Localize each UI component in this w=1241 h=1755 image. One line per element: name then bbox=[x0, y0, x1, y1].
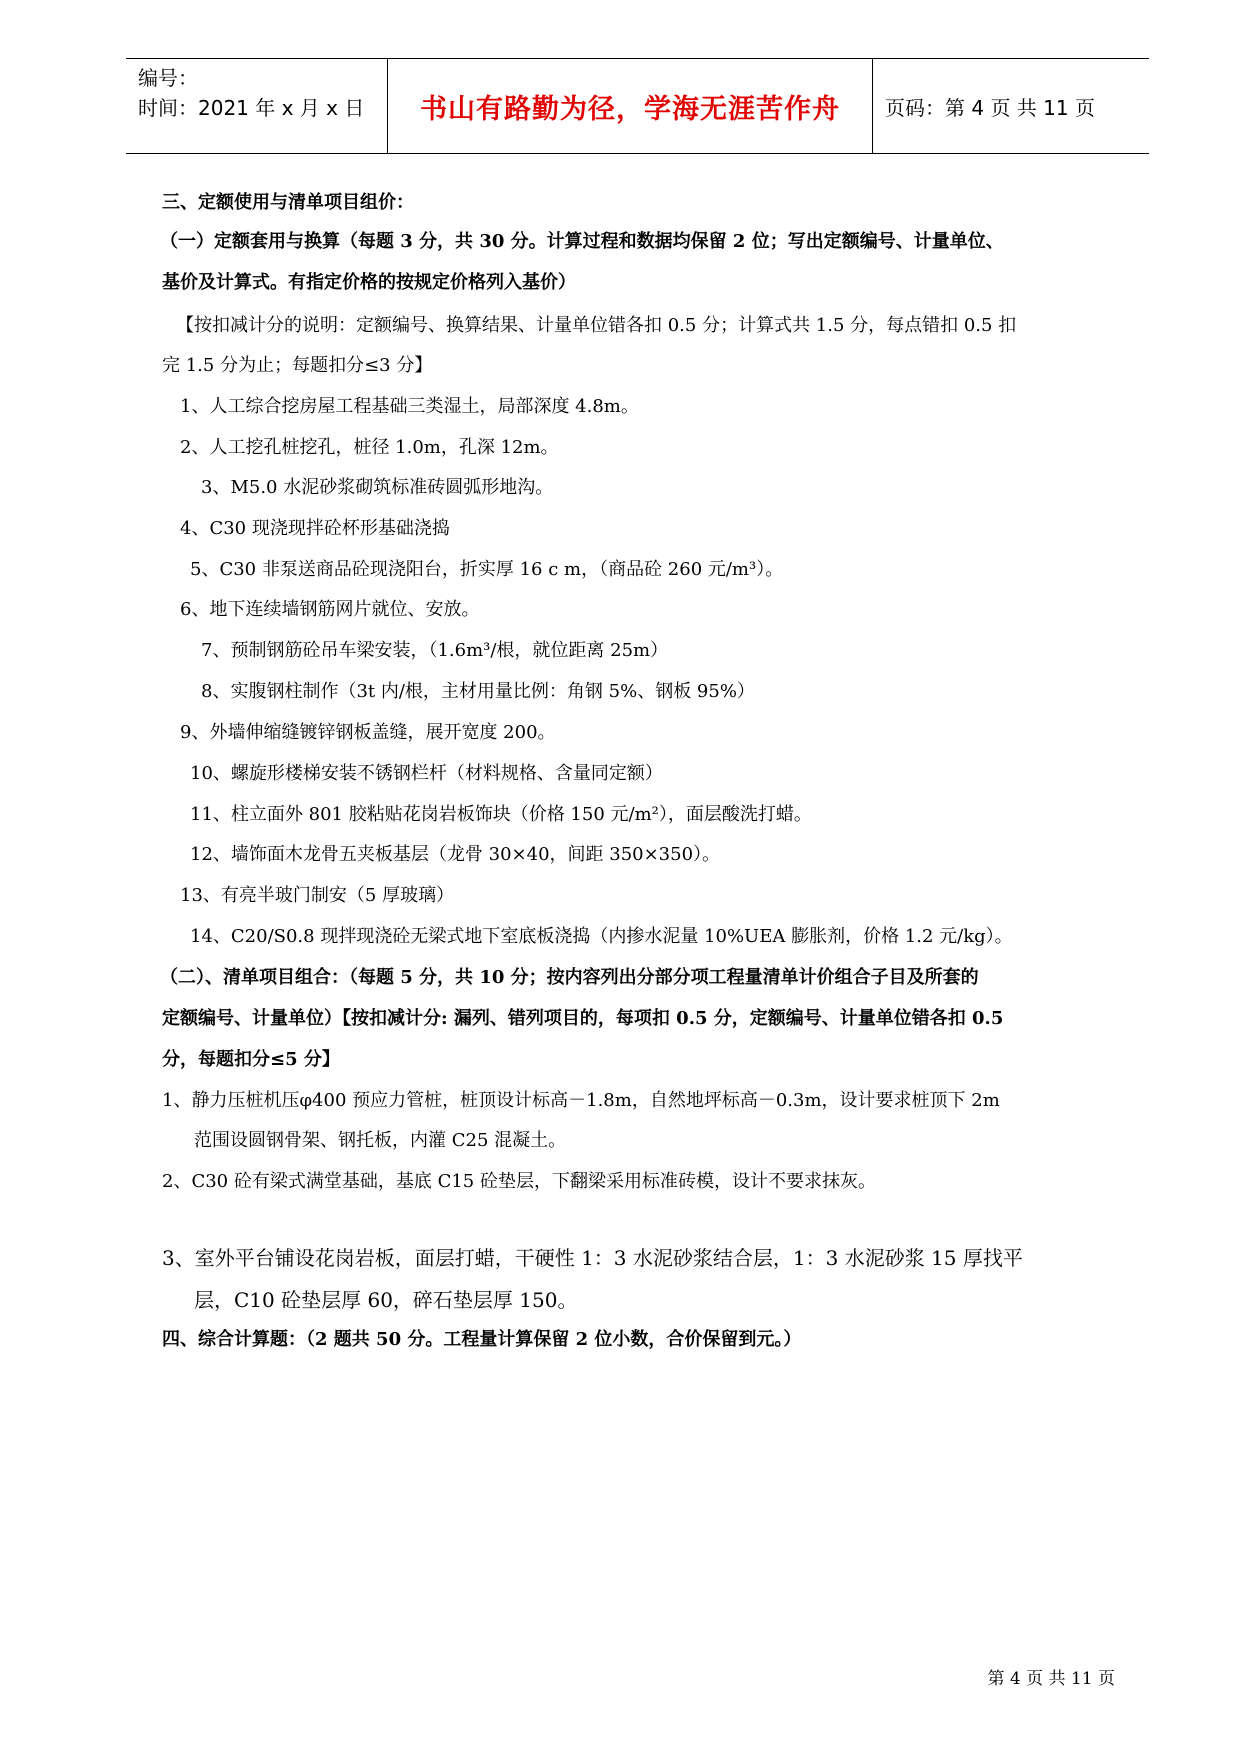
list-item: 1、静力压桩机压φ400 预应力管桩，桩顶设计标高－1.8m，自然地坪标高－0.3m，设计要求桩顶下 2m bbox=[162, 1090, 1000, 1111]
page-footer: 第 4 页 共 11 页 bbox=[987, 1669, 1115, 1689]
subsection-heading-2-cont: 分，每题扣分≤5 分】 bbox=[162, 1049, 340, 1070]
subsection-heading-1: （一）定额套用与换算（每题 3 分，共 30 分。计算过程和数据均保留 2 位；写出定额编号、计量单位、 bbox=[160, 231, 1004, 252]
motto: 书山有路勤为径，学海无涯苦作舟 bbox=[388, 59, 873, 153]
list-item: 13、有亮半玻门制安（5 厚玻璃） bbox=[180, 885, 455, 906]
list-item: 12、墙饰面木龙骨五夹板基层（龙骨 30×40，间距 350×350）。 bbox=[190, 844, 721, 865]
time-label: 时间：2021 年 x 月 x 日 bbox=[138, 96, 365, 120]
list-item: 2、人工挖孔桩挖孔，桩径 1.0m，孔深 12m。 bbox=[180, 437, 559, 458]
list-item: 4、C30 现浇现拌砼杯形基础浇捣 bbox=[180, 518, 450, 539]
subsection-heading-2-cont: 定额编号、计量单位）【按扣减计分: 漏列、错列项目的，每项扣 0.5 分，定额编号、计量单位错各扣 0.5 bbox=[162, 1008, 1004, 1029]
scoring-note: 【按扣减计分的说明：定额编号、换算结果、计量单位错各扣 0.5 分；计算式共 1.5 分，每点错扣 0.5 扣 bbox=[176, 315, 1017, 336]
list-item: 3、M5.0 水泥砂浆砌筑标准砖圆弧形地沟。 bbox=[201, 477, 554, 498]
list-item: 10、螺旋形楼梯安装不锈钢栏杆（材料规格、含量同定额） bbox=[190, 763, 663, 784]
list-item-cont: 范围设圆钢骨架、钢托板，内灌 C25 混凝土。 bbox=[194, 1130, 567, 1151]
list-item: 1、人工综合挖房屋工程基础三类湿土，局部深度 4.8m。 bbox=[180, 396, 639, 417]
list-item: 8、实腹钢柱制作（3t 内/根，主材用量比例：角钢 5%、钢板 95%） bbox=[201, 681, 755, 702]
header-left-cell bbox=[126, 59, 388, 153]
page-header bbox=[126, 58, 1149, 154]
list-item: 5、C30 非泵送商品砼现浇阳台，折实厚 16 c m，（商品砼 260 元/m³）。 bbox=[190, 559, 784, 580]
list-item: 14、C20/S0.8 现拌现浇砼无梁式地下室底板浇捣（内掺水泥量 10%UEA 膨胀剂，价格 1.2 元/kg）。 bbox=[190, 926, 1013, 947]
list-item: 6、地下连续墙钢筋网片就位、安放。 bbox=[180, 599, 480, 620]
subsection-heading-2: （二）、清单项目组合：（每题 5 分，共 10 分；按内容列出分部分项工程量清单计价组合子目及所套的 bbox=[160, 967, 979, 988]
list-item: 3、室外平台铺设花岗岩板，面层打蜡，干硬性 1：3 水泥砂浆结合层，1：3 水泥砂浆 15 厚找平 bbox=[162, 1246, 1023, 1270]
section-heading-4: 四、综合计算题：（2 题共 50 分。工程量计算保留 2 位小数，合价保留到元。） bbox=[162, 1329, 802, 1350]
list-item-cont: 层，C10 砼垫层厚 60，碎石垫层厚 150。 bbox=[194, 1288, 578, 1312]
subsection-heading-1-cont: 基价及计算式。有指定价格的按规定价格列入基价） bbox=[162, 272, 576, 293]
number-label: 编号： bbox=[138, 66, 198, 90]
section-heading-3: 三、定额使用与清单项目组价： bbox=[162, 192, 414, 213]
page-info: 页码：第 4 页 共 11 页 bbox=[885, 95, 1095, 120]
scoring-note-cont: 完 1.5 分为止；每题扣分≤3 分】 bbox=[162, 355, 433, 376]
list-item: 11、柱立面外 801 胶粘贴花岗岩板饰块（价格 150 元/m²），面层酸洗打蜡。 bbox=[190, 804, 812, 825]
list-item: 7、预制钢筋砼吊车梁安装，（1.6m³/根，就位距离 25m） bbox=[201, 640, 669, 661]
list-item: 9、外墙伸缩缝镀锌钢板盖缝，展开宽度 200。 bbox=[180, 722, 556, 743]
list-item: 2、C30 砼有梁式满堂基础，基底 C15 砼垫层，下翻梁采用标准砖模，设计不要求抹灰。 bbox=[162, 1171, 876, 1192]
